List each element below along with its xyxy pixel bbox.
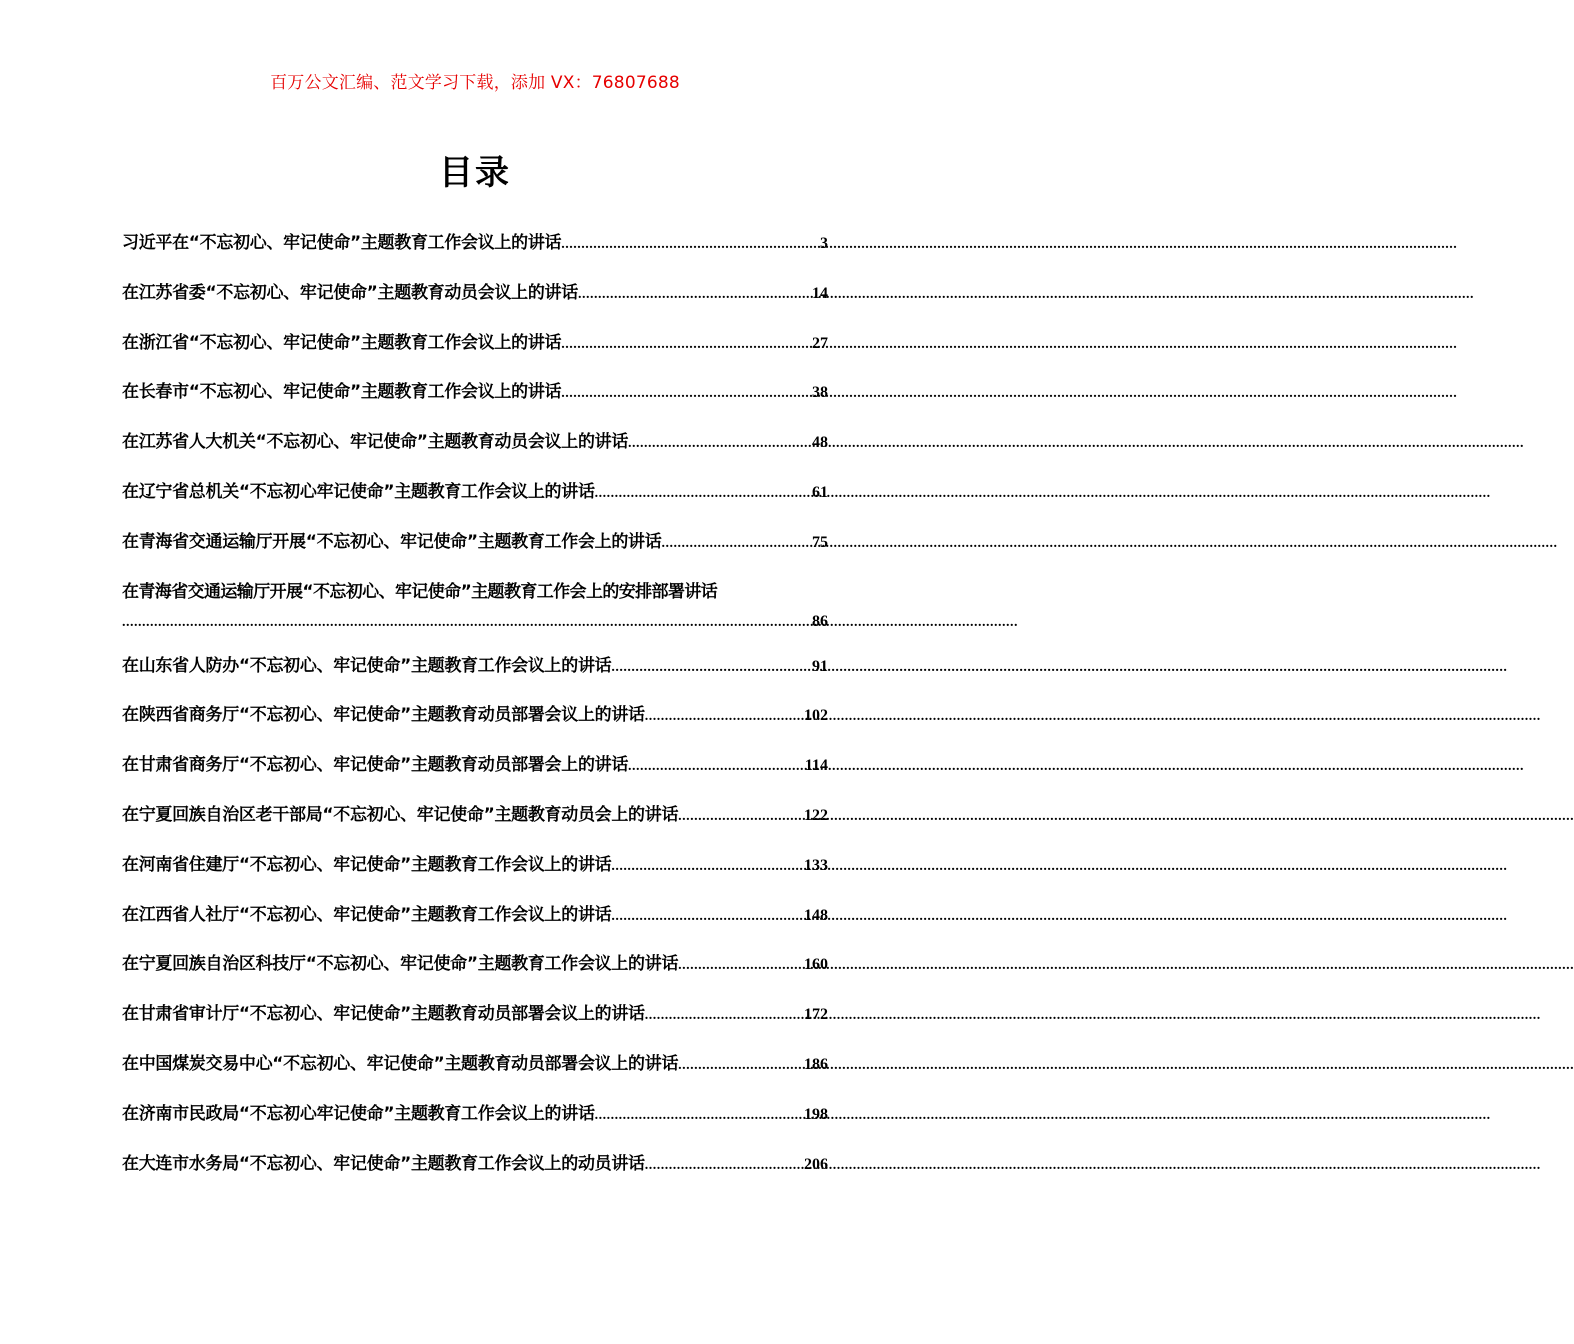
- toc-entry[interactable]: [122, 1049, 828, 1099]
- toc-entry-page: 3: [820, 235, 828, 252]
- toc-leader-dots: [561, 386, 812, 402]
- toc-entry-title: 在济南市民政局“不忘初心牢记使命”主题教育工作会议上的讲话: [122, 1103, 595, 1124]
- toc-entry[interactable]: [122, 800, 828, 850]
- toc-entry-page: 27: [812, 334, 828, 352]
- toc-leader-dots: [645, 1008, 804, 1024]
- toc-entry[interactable]: [122, 949, 828, 999]
- toc-entry-title: 在山东省人防办“不忘初心、牢记使命”主题教育工作会议上的讲话: [122, 655, 612, 676]
- toc-entry-title: 在长春市“不忘初心、牢记使命”主题教育工作会议上的讲话: [122, 382, 562, 403]
- toc-leader-dots: [628, 436, 812, 452]
- toc-leader-dots: [595, 486, 812, 502]
- toc-entry[interactable]: [122, 700, 828, 750]
- page-title: 目录: [439, 153, 511, 193]
- toc-entry[interactable]: [122, 328, 828, 378]
- toc-entry[interactable]: [122, 999, 828, 1049]
- toc-entry-page: 172: [804, 1006, 828, 1024]
- toc-entry-title: 习近平在“不忘初心、牢记使命”主题教育工作会议上的讲话: [122, 233, 562, 253]
- toc-entry-page: 14: [812, 284, 828, 302]
- table-of-contents: [122, 228, 828, 1198]
- toc-entry[interactable]: [122, 477, 828, 527]
- toc-entry-title: 在大连市水务局“不忘初心、牢记使命”主题教育工作会议上的动员讲话: [122, 1153, 645, 1174]
- toc-entry-title: 在宁夏回族自治区老干部局“不忘初心、牢记使命”主题教育动员会上的讲话: [122, 804, 679, 825]
- toc-leader-dots: [561, 237, 820, 253]
- toc-entry-page: 114: [804, 757, 828, 775]
- toc-entry-page: 75: [812, 533, 828, 551]
- toc-entry[interactable]: [122, 527, 828, 577]
- toc-entry-page: 91: [812, 657, 828, 675]
- toc-entry-title: 在宁夏回族自治区科技厅“不忘初心、牢记使命”主题教育工作会议上的讲话: [122, 954, 679, 975]
- toc-entry[interactable]: [122, 1149, 828, 1199]
- toc-entry[interactable]: [122, 427, 828, 477]
- toc-entry[interactable]: [122, 228, 828, 278]
- toc-leader-dots: [661, 536, 812, 552]
- toc-entry-title: 在甘肃省审计厅“不忘初心、牢记使命”主题教育动员部署会议上的讲话: [122, 1004, 645, 1025]
- toc-entry-page: 148: [804, 906, 828, 924]
- toc-entry[interactable]: [122, 900, 828, 950]
- toc-entry-page: 86: [812, 612, 828, 630]
- toc-entry-page: 38: [812, 384, 828, 402]
- toc-entry-title: 在江西省人社厅“不忘初心、牢记使命”主题教育工作会议上的讲话: [122, 904, 612, 925]
- toc-entry-page: 206: [804, 1155, 828, 1173]
- toc-leader-dots: [645, 709, 804, 725]
- toc-entry-page: 102: [804, 707, 828, 725]
- toc-leader-dots: [611, 859, 804, 875]
- toc-entry[interactable]: [122, 1099, 828, 1149]
- toc-entry[interactable]: [122, 577, 828, 651]
- toc-entry-continuation: [122, 613, 828, 651]
- toc-entry-title: 在江苏省委“不忘初心、牢记使命”主题教育动员会议上的讲话: [122, 282, 578, 303]
- toc-entry-title: 在陕西省商务厅“不忘初心、牢记使命”主题教育动员部署会议上的讲话: [122, 705, 645, 726]
- toc-leader-dots: [628, 759, 805, 775]
- toc-leader-dots: [595, 1108, 804, 1124]
- toc-entry-page: 61: [812, 483, 828, 501]
- toc-leader-dots: [678, 958, 804, 974]
- toc-leader-dots: [578, 287, 812, 303]
- toc-leader-dots: [678, 1058, 804, 1074]
- toc-leader-dots: [122, 615, 812, 631]
- toc-entry-title: 在青海省交通运输厅开展“不忘初心、牢记使命”主题教育工作会上的安排部署讲话: [122, 581, 718, 602]
- toc-entry[interactable]: [122, 651, 828, 701]
- toc-entry-page: 122: [804, 806, 828, 824]
- toc-leader-dots: [611, 909, 804, 925]
- toc-leader-dots: [611, 660, 812, 676]
- toc-entry-page: 160: [804, 956, 828, 974]
- toc-leader-dots: [678, 809, 804, 825]
- toc-entry-title: 在青海省交通运输厅开展“不忘初心、牢记使命”主题教育工作会上的讲话: [122, 531, 662, 552]
- toc-entry-title: 在浙江省“不忘初心、牢记使命”主题教育工作会议上的讲话: [122, 332, 562, 353]
- toc-entry-title: 在河南省住建厅“不忘初心、牢记使命”主题教育工作会议上的讲话: [122, 854, 612, 875]
- toc-entry[interactable]: [122, 750, 828, 800]
- toc-entry-page: 198: [804, 1105, 828, 1123]
- toc-leader-dots: [561, 337, 812, 353]
- toc-entry-title: 在辽宁省总机关“不忘初心牢记使命”主题教育工作会议上的讲话: [122, 481, 595, 502]
- toc-entry[interactable]: [122, 377, 828, 427]
- toc-entry-title: 在中国煤炭交易中心“不忘初心、牢记使命”主题教育动员部署会议上的讲话: [122, 1053, 679, 1074]
- toc-entry[interactable]: [122, 850, 828, 900]
- toc-entry[interactable]: [122, 278, 828, 328]
- toc-entry-page: 48: [812, 434, 828, 452]
- header-watermark-note: 百万公文汇编、范文学习下载，添加 VX：76807688: [270, 73, 680, 93]
- toc-entry-title: 在江苏省人大机关“不忘初心、牢记使命”主题教育动员会议上的讲话: [122, 432, 629, 453]
- toc-entry-page: 186: [804, 1055, 828, 1073]
- toc-entry-title: 在甘肃省商务厅“不忘初心、牢记使命”主题教育动员部署会上的讲话: [122, 755, 629, 776]
- toc-entry-page: 133: [804, 856, 828, 874]
- toc-leader-dots: [645, 1158, 804, 1174]
